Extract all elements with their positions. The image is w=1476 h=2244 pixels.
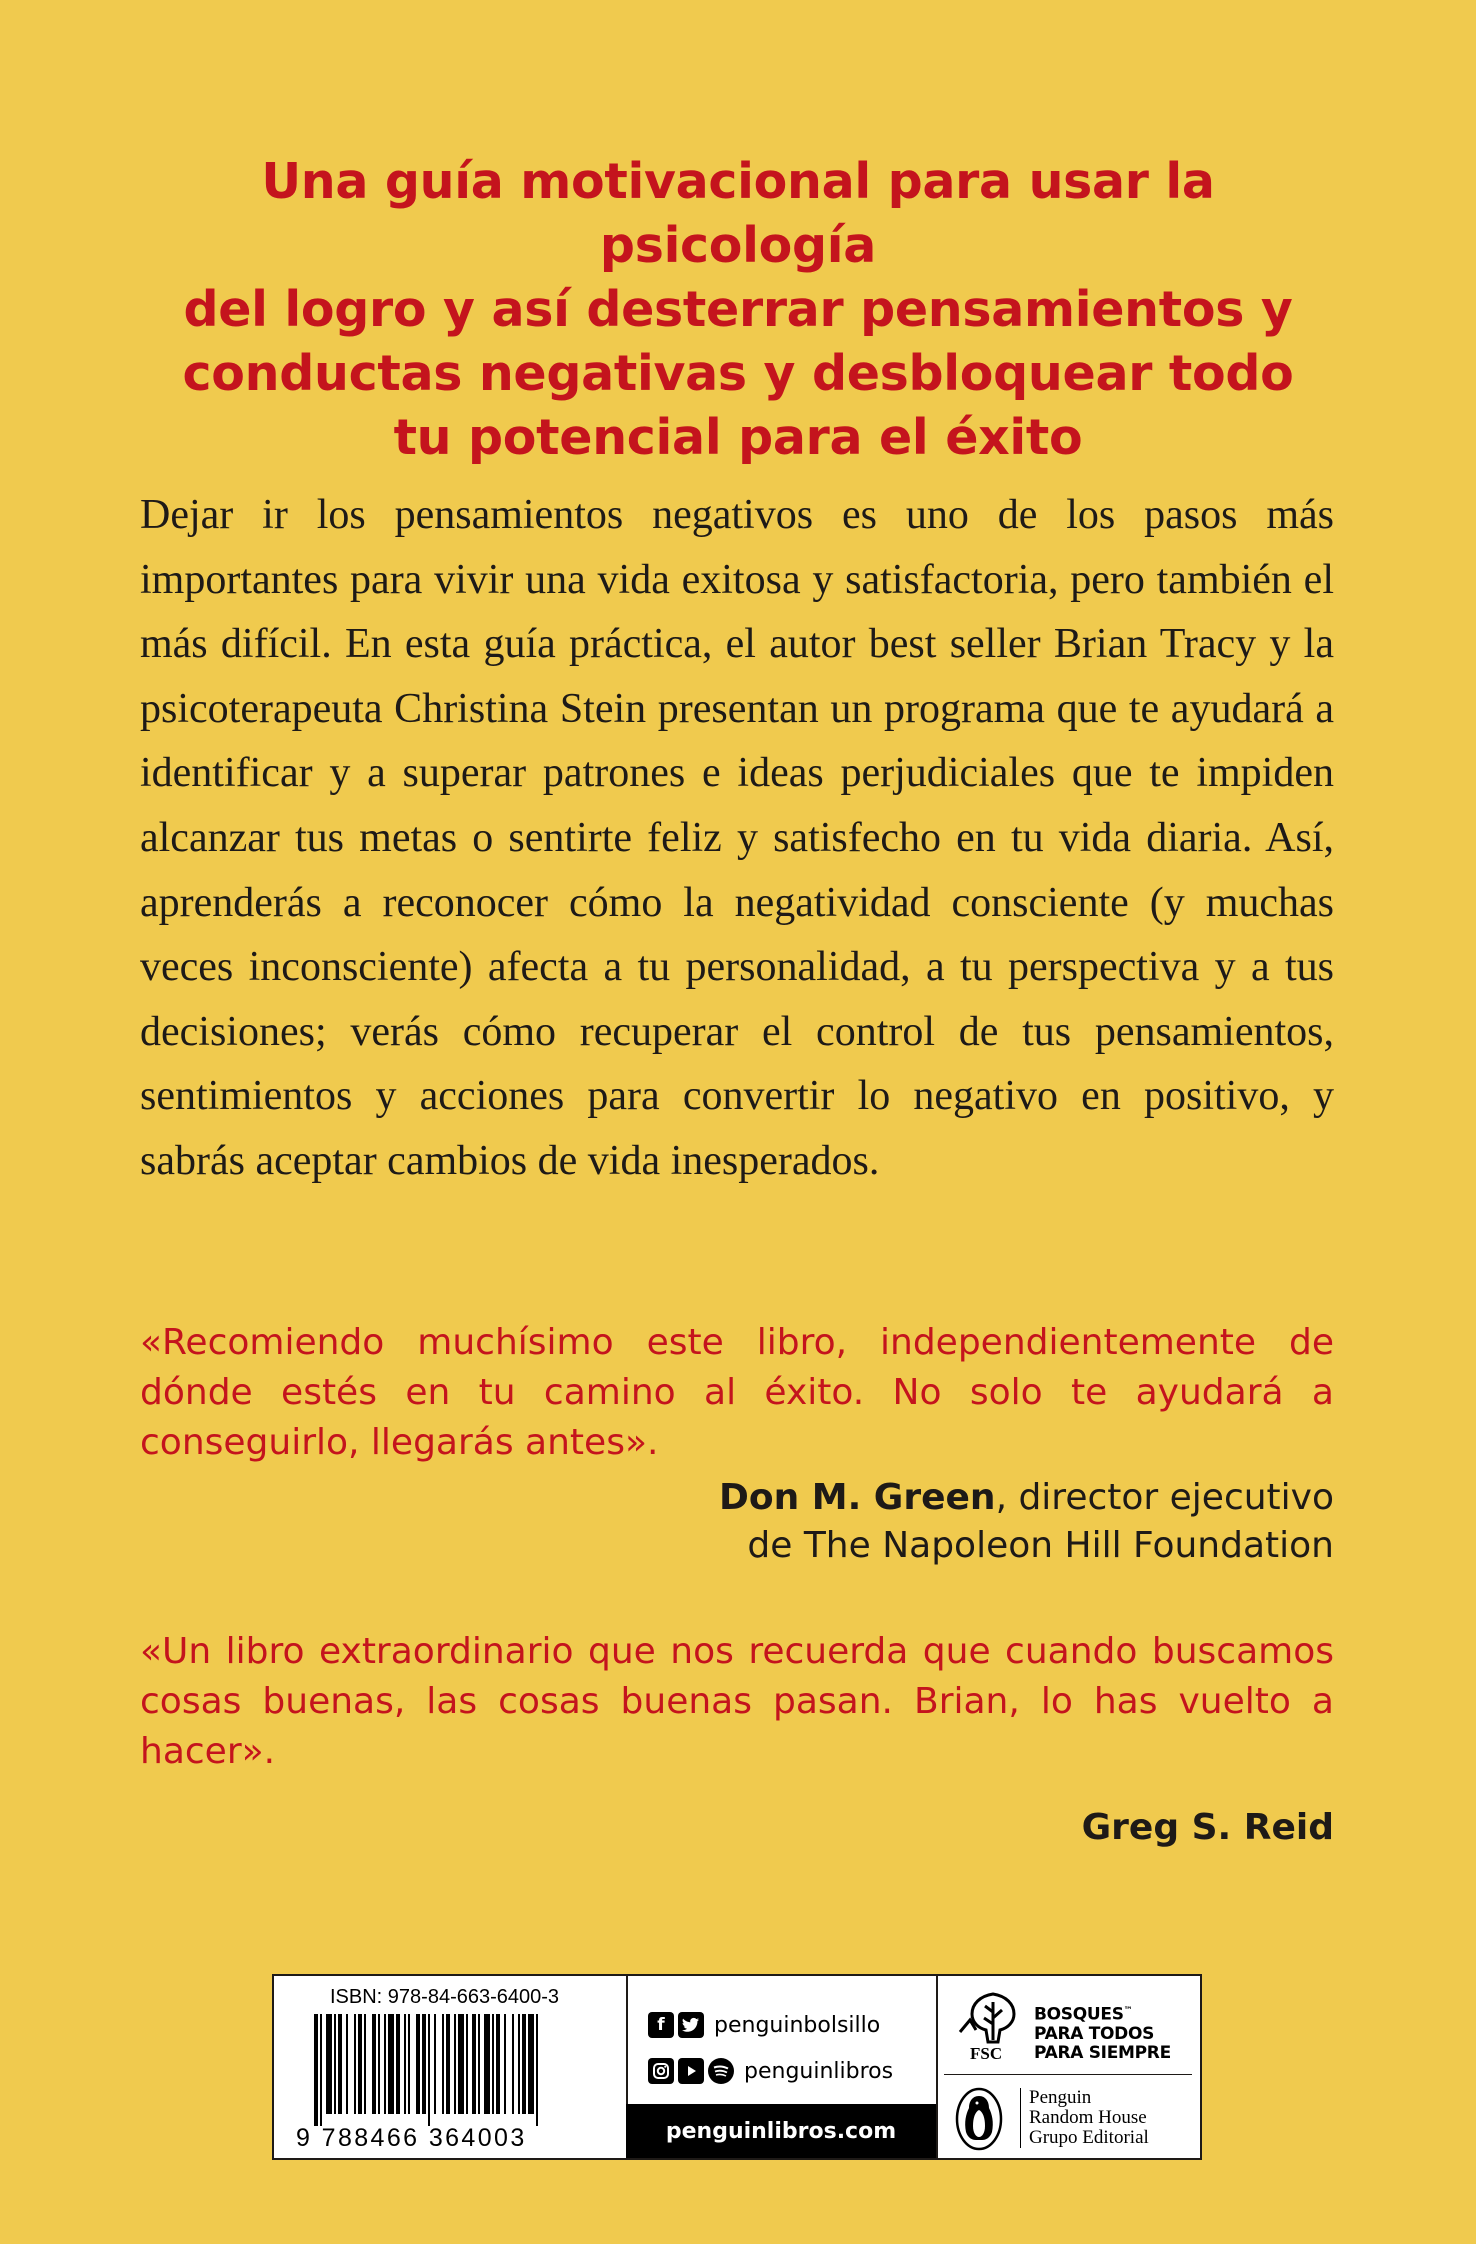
publisher-line: Penguin [1029,2087,1092,2108]
fsc-label: FSC [970,2044,1003,2063]
quote-author: Don M. Green [718,1477,996,1518]
youtube-icon[interactable] [678,2058,704,2084]
barcode-bar [428,2014,430,2126]
endorsement-quote-1: «Recomiendo muchísimo este libro, independientemente de dónde estés en tu camino al éxito. No solo te ayudará a conseguirlo, llegarás antes». [140,1322,1334,1463]
barcode-bar [522,2014,526,2114]
barcode-bar [472,2014,476,2114]
quote-author: Greg S. Reid [1081,1807,1334,1848]
social-row-bolsillo [648,2012,880,2038]
fsc-slogan [1034,2002,1171,2063]
twitter-icon[interactable] [678,2012,704,2038]
barcode-panel [272,1974,1202,2160]
publisher-cell [936,1976,1200,2158]
penguin-logo-icon [954,2086,1004,2152]
fsc-slogan-line: BOSQUES [1034,2004,1124,2025]
barcode-bar [364,2014,366,2114]
headline-line: Una guía motivacional para usar la psicología [261,153,1215,274]
barcode-bar [396,2014,400,2114]
barcode-bar [338,2014,342,2114]
barcode-bar [326,2014,332,2114]
isbn-digits: 9 788466 364003 [296,2124,527,2152]
fsc-tree-icon [958,1990,1028,2046]
barcode-bar [466,2014,468,2114]
barcode-bar [458,2014,464,2114]
barcode-bar [528,2014,534,2114]
barcode-bar [434,2014,436,2114]
social-cell [626,1976,938,2158]
social-handle[interactable]: penguinlibros [744,2058,894,2084]
barcode-bar [404,2014,406,2114]
isbn-label: ISBN: 978-84-663-6400-3 [330,1986,560,2008]
barcode-bar [454,2014,456,2114]
endorsement-attribution-1 [719,1474,1334,1570]
barcode-bar [496,2014,500,2114]
social-handle[interactable]: penguinbolsillo [714,2012,881,2038]
divider [944,2074,1192,2075]
headline-line: conductas negativas y desbloquear todo [182,345,1294,402]
publisher-logo [1020,2088,1149,2148]
publisher-line: Grupo Editorial [1029,2127,1149,2148]
website-link[interactable]: penguinlibros.com [626,2104,936,2158]
barcode-bar [334,2014,336,2114]
barcode-bar [416,2014,420,2114]
headline-line: tu potencial para el éxito [393,409,1083,466]
barcode-bar [484,2014,490,2114]
barcode-bar [442,2014,444,2114]
headline-line: del logro y así desterrar pensamientos y [183,281,1293,338]
synopsis-paragraph: Dejar ir los pensamientos negativos es uno de los pasos más importantes para vivir una vida exitosa y satisfactoria, pero también el más difícil. En esta guía práctica, el autor best seller Brian Tracy y la psicoterapeuta Christina Stein presentan un programa que te ayudará a identificar y a superar patrones e ideas perjudiciales que te impiden alcanzar tus metas o sentirte feliz y satisfecho en tu vida diaria. Así, aprenderás a reconocer cómo la negatividad consciente (y muchas veces inconsciente) afecta a tu personalidad, a tu perspectiva y a tus decisiones; verás cómo recuperar el control de tus pensamientos, sentimientos y acciones para convertir lo negativo en positivo, y sabrás aceptar cambios de vida inesperados. [140,492,1334,1184]
quote-author-role: de The Napoleon Hill Foundation [747,1525,1334,1566]
isbn-cell [274,1976,628,2158]
barcode-bar [388,2014,394,2114]
social-row-libros [648,2058,893,2084]
barcode-bar [314,2014,318,2126]
quote-author-role: , director ejecutivo [995,1477,1334,1518]
barcode-bar [320,2014,322,2126]
barcode-bar [422,2014,426,2114]
barcode-bar [384,2014,386,2114]
fsc-slogan-line: PARA SIEMPRE [1034,2042,1171,2063]
publisher-line: Random House [1029,2107,1147,2128]
barcode-bar [512,2014,514,2114]
barcode-bar [354,2014,356,2114]
headline [140,150,1336,470]
barcode-bar [478,2014,480,2114]
barcode-bar [358,2014,362,2114]
instagram-icon[interactable] [648,2058,674,2084]
endorsement-quote-2: «Un libro extraordinario que nos recuerda que cuando buscamos cosas buenas, las cosas buenas pasan. Brian, lo has vuelto a hacer». [140,1631,1334,1772]
barcode-bar [346,2014,348,2114]
barcode-bar [372,2014,376,2114]
barcode-icon [314,2014,596,2126]
trademark-mark: ™ [1123,2006,1133,2016]
endorsement-attribution-2 [1082,1804,1334,1852]
barcode-bar [408,2014,410,2114]
barcode-bar [504,2014,506,2114]
facebook-icon[interactable]: f [648,2012,674,2038]
barcode-bar [378,2014,380,2114]
spotify-icon[interactable] [708,2058,734,2084]
fsc-slogan-line: PARA TODOS [1034,2023,1155,2044]
barcode-bar [518,2014,520,2114]
barcode-bar [446,2014,450,2114]
barcode-bar [536,2014,538,2126]
barcode-bar [492,2014,494,2114]
